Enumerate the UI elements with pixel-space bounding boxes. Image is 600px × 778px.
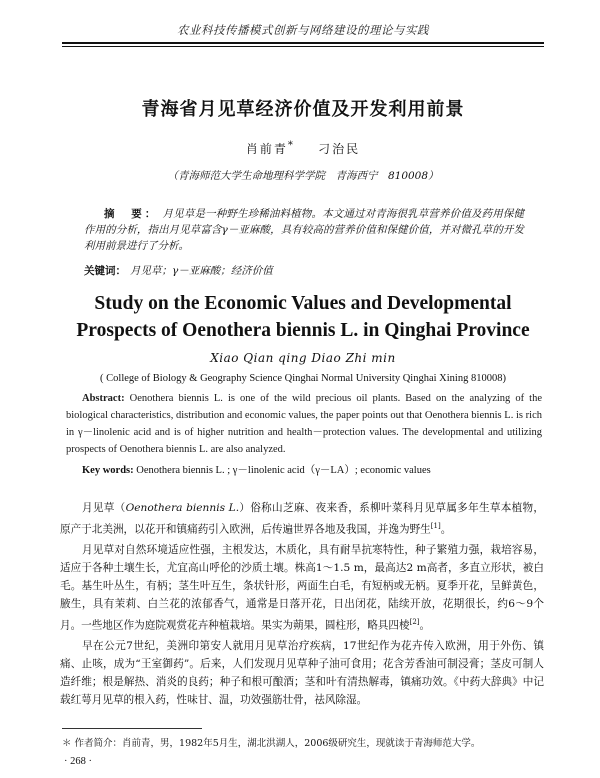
body-paragraph-2 <box>60 541 544 635</box>
author-footnote-mark: * <box>287 140 295 151</box>
body-text <box>60 499 544 711</box>
body-paragraph-1 <box>60 499 544 539</box>
english-title-line-2: Prospects of Oenothera biennis L. in Qinghai Province <box>76 320 530 341</box>
chinese-abstract <box>84 206 524 254</box>
chinese-authors <box>60 140 546 157</box>
english-abstract <box>66 390 542 458</box>
english-keywords-text: Oenothera biennis L. ; γ－linolenic acid（γ－LA）; economic values <box>133 465 431 476</box>
second-author: 刁治民 <box>318 142 361 156</box>
para2-text: 月见草对自然环境适应性强，主根发达，木质化，具有耐旱抗寒特性，种子繁殖力强，栽培容易，适应于各种土壤生长，尤宜高山呼伦的沙质土壤。株高1～1.5 m，最高达2 m高者，多直立形状，被白毛。基生叶丛生，有柄；茎生叶互生，条状针形，两面生白毛，有短柄或无柄。夏季开花，呈鲜黄色，腋生，具有茉莉、白兰花的浓郁香气，通常是日落开花，日出闭花，陆续开放，花期很长，约6～9个月。一些地区作为庭院观赏花卉种植栽培。果实为蒴果，圆柱形，略具四棱 <box>60 543 544 632</box>
english-keywords-label: Key words: <box>82 465 134 476</box>
para1-start: 月见草（ <box>82 502 126 514</box>
body-paragraph-3: 早在公元7世纪，美洲印第安人就用月见草治疗疾病，17世纪作为花卉传入欧洲，用于外伤、镇痛、止咳，成为“王室御药”。后来，人们发现月见草种子油可食用；花含芳香油可制浸膏；茎皮可制人造纤维；根是解热、消炎的良药；种子和根可酿酒；茎和叶有清热解毒，镇痛功效。《中药大辞典》中记载红萼月见草的根入药，性味甘、温，功效强筋壮骨，祛风除湿。 <box>60 639 544 706</box>
chinese-abstract-text: 月见草是一种野生珍稀油料植物。本文通过对青海很乳草营养价值及药用保健作用的分析，指出月见草富含γ－亚麻酸，具有较高的营养价值和保健价值，并对微孔草的开发利用前景进行了分析。 <box>84 208 525 252</box>
page-number: · 268 · <box>64 756 92 767</box>
english-authors: Xiao Qian qing Diao Zhi min <box>210 351 396 365</box>
para2-end: 。 <box>419 619 431 632</box>
english-abstract-label: Abstract: <box>82 393 125 404</box>
para1-text: ）俗称山芝麻、夜来香，系柳叶菜科月见草属多年生草本植物，原产于北美洲，以花开和镇痛药引入欧洲，后传遍世界各地及我国，并逸为野生 <box>60 502 545 536</box>
english-title <box>60 290 546 344</box>
header-rule-thin <box>62 46 544 47</box>
english-title-line-1: Study on the Economic Values and Developmental <box>94 293 512 314</box>
para1-end: 。 <box>440 523 452 536</box>
footnote-rule <box>62 728 202 729</box>
header-rule-thick <box>62 42 544 44</box>
chinese-keywords <box>84 263 524 278</box>
english-keywords <box>82 462 542 477</box>
latin-name: Oenothera biennis L. <box>125 502 240 514</box>
first-author: 肖前青 <box>245 142 288 156</box>
english-abstract-text: Oenothera biennis L. is one of the wild precious oil plants. Based on the analyzing of the biological characteristics, distribution and economic values, the paper points out that Oenothera biennis L. is rich in γ－linolenic acid and is of higher nutrition and health－protection values. The developmental and utilizing prospects of Oenothera biennis L. are also analyzed. <box>66 393 542 455</box>
chinese-abstract-label: 摘 要： <box>104 208 159 220</box>
reference-2[interactable]: [2] <box>409 618 420 627</box>
chinese-keywords-label: 关键词： <box>84 265 126 277</box>
running-header: 农业科技传播模式创新与网络建设的理论与实践 <box>177 23 429 37</box>
author-footnote: ＊ 作者简介：肖前青，男，1982年5月生，湖北洪湖人，2006级研究生，现就读于青海师范大学。 <box>62 738 481 749</box>
reference-1[interactable]: [1] <box>430 522 441 531</box>
english-affiliation: ( College of Biology & Geography Science Qinghai Normal University Qinghai Xining 810008) <box>100 373 506 384</box>
chinese-keywords-text: 月见草；γ－亚麻酸；经济价值 <box>130 265 273 277</box>
chinese-affiliation: （青海师范大学生命地理科学学院 青海西宁 810008） <box>167 170 439 182</box>
chinese-title: 青海省月见草经济价值及开发利用前景 <box>141 99 465 120</box>
